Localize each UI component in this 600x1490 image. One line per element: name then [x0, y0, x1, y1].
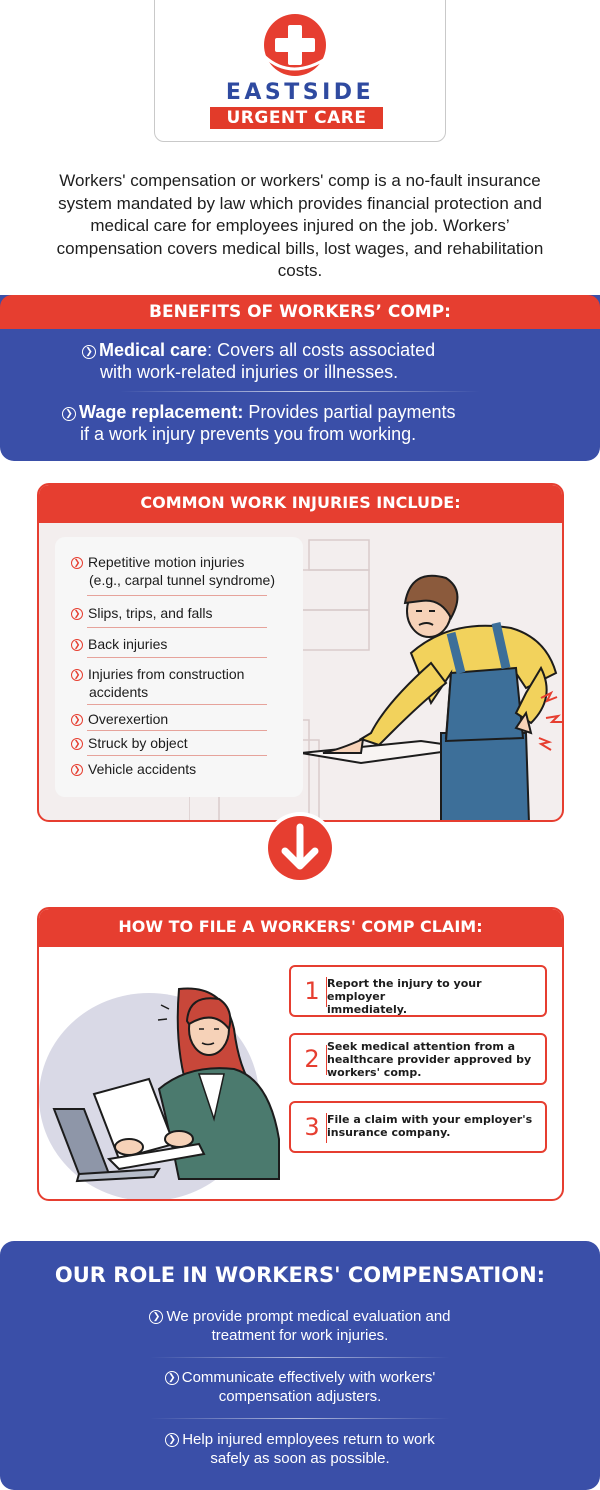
- divider: [87, 657, 267, 658]
- chevron-right-icon: ❯: [62, 407, 76, 421]
- divider: [150, 1357, 450, 1358]
- injuries-section: [37, 483, 564, 822]
- benefits-title: BENEFITS OF WORKERS’ COMP:: [0, 295, 600, 329]
- benefit-text: Covers all costs associated: [212, 340, 436, 360]
- woman-at-laptop-illustration: [39, 969, 289, 1201]
- brand-name: EASTSIDE: [225, 80, 375, 105]
- divider: [87, 755, 267, 756]
- benefit-text-line2: if a work injury prevents you from working.: [80, 424, 417, 444]
- intro-paragraph: Workers' compensation or workers' comp is a no-fault insurance system mandated by law which provides financial protection and medical care for employees injured on the job. Workers’ compensation covers medical bills, lost wages, and rehabilitation costs.: [56, 171, 544, 280]
- chevron-right-icon: ❯: [71, 639, 83, 651]
- role-item: ❯ Help injured employees return to work: [0, 1430, 600, 1450]
- chevron-right-icon: ❯: [165, 1371, 179, 1385]
- our-role-section: [0, 1241, 600, 1490]
- chevron-right-icon: ❯: [149, 1310, 163, 1324]
- step-text: Report the injury to your employer immediately.: [327, 977, 482, 1016]
- arrow-down-icon: [263, 811, 337, 885]
- list-item-line2: (e.g., carpal tunnel syndrome): [89, 572, 275, 588]
- chevron-right-icon: ❯: [71, 608, 83, 620]
- list-item-line2: accidents: [89, 684, 149, 700]
- role-title: OUR ROLE IN WORKERS' COMPENSATION:: [54, 1263, 546, 1287]
- role-item: ❯ Communicate effectively with workers': [0, 1368, 600, 1388]
- claim-step-1: [289, 965, 547, 1017]
- claim-step-2: [289, 1033, 547, 1085]
- step-number: 2: [304, 1045, 320, 1073]
- divider: [87, 704, 267, 705]
- role-item-line2: treatment for work injuries.: [211, 1327, 389, 1344]
- file-claim-section: [37, 907, 564, 1201]
- chevron-right-icon: ❯: [71, 714, 83, 726]
- divider: [87, 730, 267, 731]
- claim-step-3: [289, 1101, 547, 1153]
- chevron-right-icon: ❯: [71, 557, 83, 569]
- chevron-right-icon: ❯: [82, 345, 96, 359]
- chevron-right-icon: ❯: [71, 764, 83, 776]
- chevron-right-icon: ❯: [165, 1433, 179, 1447]
- list-item: ❯ Overexertion: [71, 710, 168, 728]
- step-number: 1: [304, 977, 320, 1005]
- divider: [150, 1418, 450, 1419]
- list-item: ❯ Repetitive motion injuries: [71, 553, 244, 571]
- file-claim-title: HOW TO FILE A WORKERS' COMP CLAIM:: [37, 907, 564, 947]
- divider: [87, 627, 267, 628]
- injuries-title: COMMON WORK INJURIES INCLUDE:: [37, 483, 564, 523]
- list-item: ❯ Back injuries: [71, 635, 167, 653]
- benefits-section: [0, 295, 600, 461]
- benefit-text: Provides partial payments: [243, 402, 456, 422]
- divider: [120, 391, 480, 392]
- injuries-list-card: [55, 537, 303, 797]
- role-item-line2: compensation adjusters.: [218, 1388, 382, 1405]
- list-item: ❯ Slips, trips, and falls: [71, 604, 213, 622]
- benefit-label: Medical care: [99, 340, 208, 360]
- brand-tagline: URGENT CARE: [210, 107, 383, 129]
- divider: [87, 595, 267, 596]
- list-item: ❯ Injuries from construction: [71, 665, 244, 683]
- role-item-line2: safely as soon as possible.: [210, 1450, 390, 1467]
- step-text: File a claim with your employer's insurance company.: [327, 1113, 533, 1139]
- medical-cross-icon: [262, 12, 338, 78]
- benefit-label: Wage replacement:: [79, 402, 244, 422]
- benefit-item: ❯ Medical care: Covers all costs associated: [0, 339, 600, 361]
- list-item: ❯ Vehicle accidents: [71, 760, 196, 778]
- step-text: Seek medical attention from a healthcare provider approved by workers' comp.: [327, 1040, 532, 1079]
- benefit-item: [0, 401, 600, 423]
- step-number: 3: [304, 1113, 320, 1141]
- list-item: ❯ Struck by object: [71, 734, 188, 752]
- chevron-right-icon: ❯: [71, 738, 83, 750]
- injured-worker-illustration: [301, 563, 564, 822]
- role-item: ❯ We provide prompt medical evaluation and: [0, 1307, 600, 1327]
- benefit-text-line2: with work-related injuries or illnesses.: [100, 362, 399, 382]
- chevron-right-icon: ❯: [71, 669, 83, 681]
